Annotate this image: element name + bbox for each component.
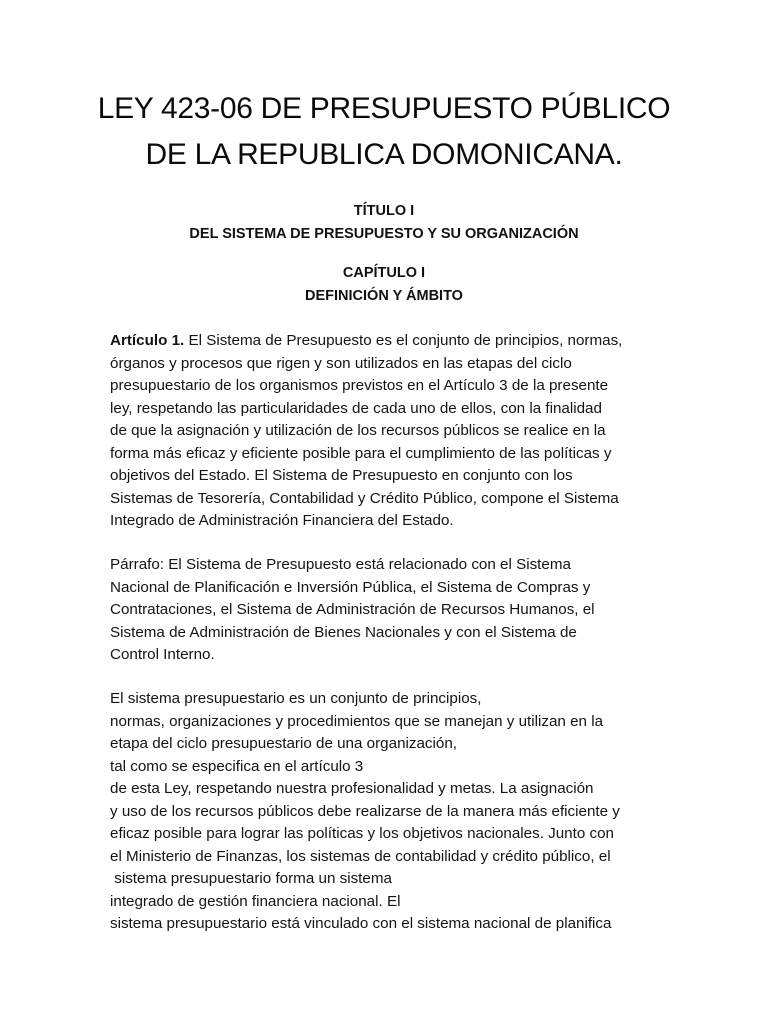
parrafo-line: Nacional de Planificación e Inversión Pública, el Sistema de Compras y (110, 578, 591, 596)
parrafo-line: Contrataciones, el Sistema de Administración de Recursos Humanos, el (110, 601, 595, 618)
parrafo-line: Control Interno. (110, 646, 215, 663)
document-title-line-2: DE LA REPUBLICA DOMONICANA. (145, 138, 623, 171)
article-1-line: objetivos del Estado. El Sistema de Presupuesto en conjunto con los (110, 467, 573, 484)
sistema-line: eficaz posible para lograr las políticas y los objetivos nacionales. Junto con (110, 825, 614, 842)
sistema-line: normas, organizaciones y procedimientos que se manejan y utilizan en la (110, 712, 604, 730)
article-1-line: presupuestario de los organismos previstos en el Artículo 3 de la presente (110, 377, 609, 394)
sistema-line: integrado de gestión financiera nacional. El (110, 892, 401, 910)
article-1-line: ley, respetando las particularidades de cada uno de ellos, con la finalidad (110, 399, 602, 417)
sistema-line: el Ministerio de Finanzas, los sistemas de contabilidad y crédito público, el (110, 847, 611, 865)
article-1-line: forma más eficaz y eficiente posible para el cumplimiento de las políticas y (110, 444, 612, 462)
capitulo-heading: CAPÍTULO I (342, 265, 426, 281)
titulo-heading: TÍTULO I (353, 203, 415, 219)
article-1-line: de que la asignación y utilización de los recursos públicos se realice en la (110, 422, 606, 439)
titulo-name-heading: DEL SISTEMA DE PRESUPUESTO Y SU ORGANIZACIÓN (189, 226, 579, 242)
article-1-line-1 (110, 330, 670, 353)
article-1-line: Sistemas de Tesorería, Contabilidad y Crédito Público, compone el Sistema (110, 489, 619, 507)
sistema-line: de esta Ley, respetando nuestra profesionalidad y metas. La asignación (110, 780, 594, 797)
sistema-line: etapa del ciclo presupuestario de una organización, (110, 735, 458, 752)
document-title-line-1: LEY 423-06 DE PRESUPUESTO PÚBLICO (97, 92, 671, 125)
sistema-line: El sistema presupuestario es un conjunto de principios, (110, 690, 482, 707)
article-1-lead: Artículo 1. (110, 332, 185, 349)
sistema-line: sistema presupuestario forma un sistema (110, 870, 392, 887)
sistema-line: tal como se especifica en el artículo 3 (110, 757, 364, 775)
article-1-first-line-text: El Sistema de Presupuesto es el conjunto de principios, normas, (184, 332, 623, 349)
article-1-line: Integrado de Administración Financiera del Estado. (110, 512, 454, 529)
article-1-line: órganos y procesos que rigen y son utilizados en las etapas del ciclo (110, 354, 572, 372)
sistema-line: y uso de los recursos públicos debe realizarse de la manera más eficiente y (110, 802, 620, 820)
parrafo-line: Párrafo: El Sistema de Presupuesto está relacionado con el Sistema (110, 556, 571, 573)
parrafo-line: Sistema de Administración de Bienes Nacionales y con el Sistema de (110, 623, 577, 641)
sistema-line: sistema presupuestario está vinculado con el sistema nacional de planifica (110, 915, 612, 932)
capitulo-name-heading: DEFINICIÓN Y ÁMBITO (305, 288, 463, 304)
